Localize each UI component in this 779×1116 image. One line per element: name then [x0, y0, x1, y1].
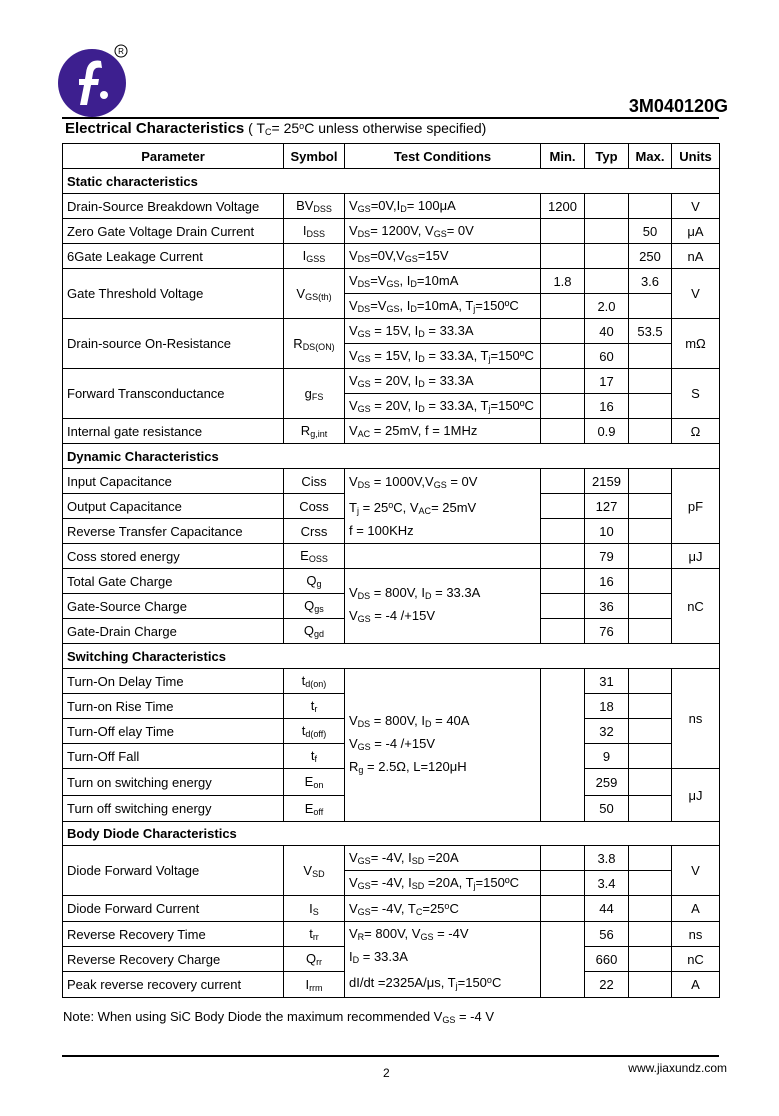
- table-row: [63, 269, 720, 294]
- test-condition: $V_{GS} = 20V$, $I_D = 33.3A$: [345, 369, 541, 394]
- typ-value: 32: [585, 719, 629, 744]
- typ-value: 60: [585, 344, 629, 369]
- test-condition: $V_{DS} = 800V$, $I_D = 33.3A$ $V_{GS} = -4$ /+15V: [345, 569, 541, 644]
- test-condition: $V_{DS} = 800V$, $I_D = 40A$ $V_{GS} = -4$ /+15V $R_g = 2.5\Omega$, L=120μH: [345, 669, 541, 822]
- symbol: $BV_{DSS}$: [284, 194, 345, 219]
- symbol: $E_{OSS}$: [284, 544, 345, 569]
- company-logo: [57, 43, 131, 117]
- param-label: Turn-on Rise Time: [63, 694, 284, 719]
- table-row: [63, 244, 720, 269]
- symbol: $t_{d(on)}$: [284, 669, 345, 694]
- unit: nC: [672, 947, 720, 972]
- param-label: Drain-source On-Resistance: [63, 319, 284, 369]
- title-condition: ( $T_C= 25^oC$ unless otherwise specified): [248, 120, 487, 137]
- typ-value: 18: [585, 694, 629, 719]
- param-label: Diode Forward Current: [63, 896, 284, 922]
- section-static: Static characteristics: [63, 169, 720, 194]
- table-row: [63, 319, 720, 344]
- unit: A: [672, 896, 720, 922]
- unit: μA: [672, 219, 720, 244]
- symbol: $Q_{rr}$: [284, 947, 345, 972]
- symbol: $g_{FS}$: [284, 369, 345, 419]
- symbol: $V_{GS(th)}$: [284, 269, 345, 319]
- symbol: $E_{off}$: [284, 796, 345, 822]
- page-number: 2: [383, 1066, 390, 1080]
- symbol: $I_{rrm}$: [284, 972, 345, 998]
- unit: nA: [672, 244, 720, 269]
- test-condition: $V_{DS}=V_{GS}$, $I_D=10mA$, $T_j=150ºC$: [345, 294, 541, 319]
- table-row: [63, 922, 720, 947]
- param-label: Total Gate Charge: [63, 569, 284, 594]
- max-value: 250: [629, 244, 672, 269]
- param-label: Reverse Transfer Capacitance: [63, 519, 284, 544]
- test-condition: $V_{GS}=0V,I_D= 100\mu A$: [345, 194, 541, 219]
- typ-value: 76: [585, 619, 629, 644]
- symbol: $t_f$: [284, 744, 345, 769]
- test-condition: $V_{GS} = 20V$, $I_D = 33.3A$, $T_j=150ºC$: [345, 394, 541, 419]
- param-label: Gate-Drain Charge: [63, 619, 284, 644]
- col-symbol: Symbol: [284, 144, 345, 169]
- unit: V: [672, 846, 720, 896]
- table-row: [63, 669, 720, 694]
- symbol: $t_r$: [284, 694, 345, 719]
- param-label: 6Gate Leakage Current: [63, 244, 284, 269]
- symbol: Ciss: [284, 469, 345, 494]
- unit: ns: [672, 922, 720, 947]
- table-row: [63, 846, 720, 871]
- param-label: Diode Forward Voltage: [63, 846, 284, 896]
- param-label: Gate Threshold Voltage: [63, 269, 284, 319]
- symbol: $E_{on}$: [284, 769, 345, 796]
- table-row: [63, 419, 720, 444]
- symbol: $Q_{gd}$: [284, 619, 345, 644]
- symbol: $I_{GSS}$: [284, 244, 345, 269]
- test-condition: $V_{AC} = 25mV$, f = 1MHz: [345, 419, 541, 444]
- typ-value: 16: [585, 394, 629, 419]
- table-row: [63, 194, 720, 219]
- typ-value: 259: [585, 769, 629, 796]
- typ-value: 56: [585, 922, 629, 947]
- param-label: Turn-On Delay Time: [63, 669, 284, 694]
- typ-value: 16: [585, 569, 629, 594]
- param-label: Turn-Off elay Time: [63, 719, 284, 744]
- typ-value: 40: [585, 319, 629, 344]
- typ-value: 79: [585, 544, 629, 569]
- typ-value: 22: [585, 972, 629, 998]
- typ-value: 2.0: [585, 294, 629, 319]
- param-label: Input Capacitance: [63, 469, 284, 494]
- symbol: $Q_g$: [284, 569, 345, 594]
- typ-value: 31: [585, 669, 629, 694]
- typ-value: 0.9: [585, 419, 629, 444]
- symbol: Coss: [284, 494, 345, 519]
- param-label: Turn-Off Fall: [63, 744, 284, 769]
- table-row: [63, 369, 720, 394]
- section-dynamic: Dynamic Characteristics: [63, 444, 720, 469]
- typ-value: 660: [585, 947, 629, 972]
- title-heading: Electrical Characteristics: [65, 120, 245, 137]
- max-value: 50: [629, 219, 672, 244]
- test-condition: $V_{DS}=V_{GS}$, $I_D=10mA$: [345, 269, 541, 294]
- test-condition: $V_{GS} = 15V$, $I_D = 33.3A$, $T_j=150ºC$: [345, 344, 541, 369]
- col-units: Units: [672, 144, 720, 169]
- unit: V: [672, 269, 720, 319]
- header-rule: [62, 117, 719, 119]
- symbol: $I_{DSS}$: [284, 219, 345, 244]
- table-row: [63, 896, 720, 922]
- footnote: Note: When using SiC Body Diode the maximum recommended $V_{GS} = -4$ V: [63, 1009, 495, 1025]
- table-row: [63, 219, 720, 244]
- typ-value: 36: [585, 594, 629, 619]
- unit: nC: [672, 569, 720, 644]
- param-label: Reverse Recovery Time: [63, 922, 284, 947]
- typ-value: 3.8: [585, 846, 629, 871]
- test-condition: $V_{GS}= -4V$, $I_{SD} =20A$, $T_j=150ºC$: [345, 871, 541, 896]
- unit: Ω: [672, 419, 720, 444]
- symbol: Crss: [284, 519, 345, 544]
- unit: ns: [672, 669, 720, 769]
- param-label: Turn on switching energy: [63, 769, 284, 796]
- param-label: Zero Gate Voltage Drain Current: [63, 219, 284, 244]
- test-condition: $V_{DS} = 1000V,V_{GS} = 0V$ $T_j = 25^oC$, $V_{AC}= 25mV$ f = 100KHz: [345, 469, 541, 544]
- test-condition: $V_{GS} = 15V$, $I_D = 33.3A$: [345, 319, 541, 344]
- symbol: $t_{rr}$: [284, 922, 345, 947]
- typ-value: 2159: [585, 469, 629, 494]
- param-label: Output Capacitance: [63, 494, 284, 519]
- unit: μJ: [672, 769, 720, 822]
- unit: A: [672, 972, 720, 998]
- typ-value: 9: [585, 744, 629, 769]
- unit: V: [672, 194, 720, 219]
- typ-value: 3.4: [585, 871, 629, 896]
- unit: mΩ: [672, 319, 720, 369]
- typ-value: 10: [585, 519, 629, 544]
- param-label: Peak reverse recovery current: [63, 972, 284, 998]
- typ-value: 44: [585, 896, 629, 922]
- min-value: 1.8: [541, 269, 585, 294]
- test-condition: $V_R= 800V$, $V_{GS} = -4V$ $I_D = 33.3A$ dI/dt =2325A/μs, $T_j=150^oC$: [345, 922, 541, 998]
- typ-value: 127: [585, 494, 629, 519]
- table-header-row: [63, 144, 720, 169]
- symbol: $V_{SD}$: [284, 846, 345, 896]
- test-condition: $V_{DS}=0V,V_{GS}=15V$: [345, 244, 541, 269]
- website-link[interactable]: www.jiaxundz.com: [628, 1061, 727, 1075]
- test-condition: $V_{GS}= -4V$, $T_C=25^oC$: [345, 896, 541, 922]
- param-label: Coss stored energy: [63, 544, 284, 569]
- section-title: [65, 120, 486, 137]
- max-value: 53.5: [629, 319, 672, 344]
- col-test-conditions: Test Conditions: [345, 144, 541, 169]
- symbol: $R_{g,int}$: [284, 419, 345, 444]
- param-label: Drain-Source Breakdown Voltage: [63, 194, 284, 219]
- unit: S: [672, 369, 720, 419]
- min-value: 1200: [541, 194, 585, 219]
- test-condition: $V_{DS}= 1200V$, $V_{GS}= 0V$: [345, 219, 541, 244]
- typ-value: 17: [585, 369, 629, 394]
- col-max: Max.: [629, 144, 672, 169]
- param-label: Reverse Recovery Charge: [63, 947, 284, 972]
- symbol: $t_{d(off)}$: [284, 719, 345, 744]
- param-label: Internal gate resistance: [63, 419, 284, 444]
- table-row: [63, 544, 720, 569]
- param-label: Turn off switching energy: [63, 796, 284, 822]
- section-switching: Switching Characteristics: [63, 644, 720, 669]
- table-row: [63, 469, 720, 494]
- col-typ: Typ: [585, 144, 629, 169]
- col-min: Min.: [541, 144, 585, 169]
- footer-rule: [62, 1055, 719, 1057]
- symbol: $I_S$: [284, 896, 345, 922]
- table-row: [63, 569, 720, 594]
- param-label: Gate-Source Charge: [63, 594, 284, 619]
- electrical-characteristics-table: [62, 143, 720, 998]
- symbol: $Q_{gs}$: [284, 594, 345, 619]
- part-number: 3M040120G: [628, 96, 728, 116]
- section-body-diode: Body Diode Characteristics: [63, 822, 720, 846]
- test-condition: $V_{GS}= -4V$, $I_{SD} =20A$: [345, 846, 541, 871]
- typ-value: 50: [585, 796, 629, 822]
- unit: μJ: [672, 544, 720, 569]
- col-parameter: Parameter: [63, 144, 284, 169]
- unit: pF: [672, 469, 720, 544]
- symbol: $R_{DS(ON)}$: [284, 319, 345, 369]
- max-value: 3.6: [629, 269, 672, 294]
- svg-text:R: R: [118, 47, 124, 56]
- param-label: Forward Transconductance: [63, 369, 284, 419]
